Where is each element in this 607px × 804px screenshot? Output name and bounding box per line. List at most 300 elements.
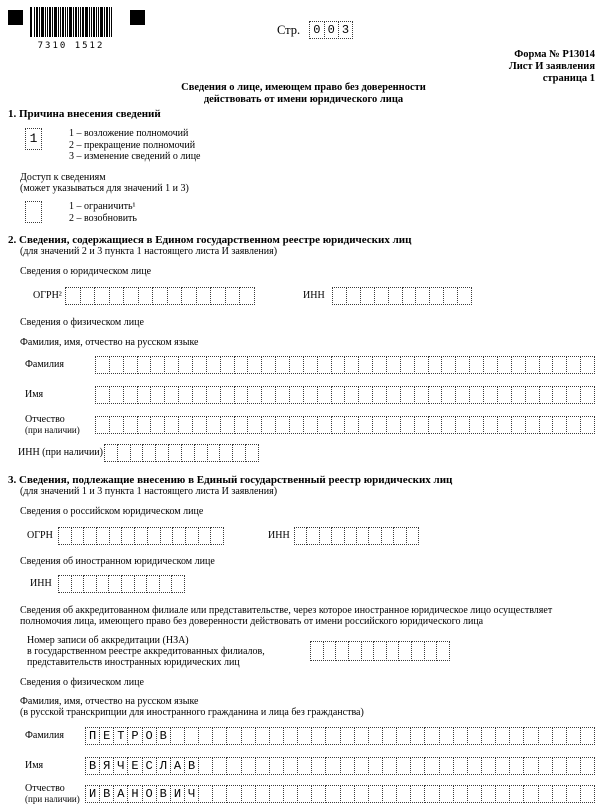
char-cell[interactable] [396,785,411,803]
char-cell[interactable] [167,287,183,305]
char-cell[interactable] [402,287,417,305]
char-cell[interactable] [212,757,227,775]
char-cell[interactable] [247,356,262,374]
char-cell[interactable] [443,287,458,305]
char-cell[interactable] [552,356,567,374]
char-cell[interactable] [160,527,174,545]
section2-ogrn-field[interactable] [65,287,255,305]
char-cell[interactable] [424,785,439,803]
char-cell[interactable]: 1 [25,128,42,150]
char-cell[interactable] [317,416,332,434]
char-cell[interactable] [138,287,154,305]
char-cell[interactable] [331,527,344,545]
char-cell[interactable] [382,727,397,745]
char-cell[interactable] [455,386,470,404]
char-cell[interactable] [414,416,429,434]
char-cell[interactable] [386,386,401,404]
char-cell[interactable]: О [142,785,157,803]
char-cell[interactable] [441,416,456,434]
char-cell[interactable] [155,444,169,462]
char-cell[interactable]: Е [99,727,114,745]
char-cell[interactable] [142,444,156,462]
char-cell[interactable] [95,356,110,374]
char-cell[interactable] [239,287,255,305]
char-cell[interactable] [212,785,227,803]
char-cell[interactable] [523,785,538,803]
char-cell[interactable] [348,641,362,661]
char-cell[interactable] [247,386,262,404]
char-cell[interactable] [137,416,152,434]
char-cell[interactable] [283,727,298,745]
char-cell[interactable] [303,386,318,404]
char-cell[interactable] [297,727,312,745]
char-cell[interactable] [150,356,165,374]
char-cell[interactable] [358,386,373,404]
char-cell[interactable] [372,356,387,374]
char-cell[interactable] [210,527,224,545]
char-cell[interactable]: Р [127,727,142,745]
char-cell[interactable] [108,575,122,593]
char-cell[interactable] [552,416,567,434]
char-cell[interactable] [130,444,144,462]
char-cell[interactable] [134,527,148,545]
char-cell[interactable] [71,575,85,593]
char-cell[interactable] [381,527,394,545]
char-cell[interactable] [137,356,152,374]
char-cell[interactable]: Ч [113,757,128,775]
char-cell[interactable] [525,356,540,374]
char-cell[interactable] [523,757,538,775]
section3-surname-field[interactable] [85,727,595,745]
char-cell[interactable] [331,356,346,374]
char-cell[interactable] [255,757,270,775]
char-cell[interactable] [361,641,375,661]
char-cell[interactable] [483,416,498,434]
char-cell[interactable] [388,287,403,305]
char-cell[interactable] [497,356,512,374]
char-cell[interactable] [539,416,554,434]
char-cell[interactable] [495,757,510,775]
char-cell[interactable] [241,757,256,775]
char-cell[interactable] [538,757,553,775]
char-cell[interactable] [400,386,415,404]
char-cell[interactable] [483,356,498,374]
char-cell[interactable] [109,356,124,374]
char-cell[interactable] [192,416,207,434]
access-checkbox[interactable] [25,201,42,223]
char-cell[interactable] [185,527,199,545]
char-cell[interactable] [171,575,185,593]
char-cell[interactable] [220,386,235,404]
char-cell[interactable] [566,727,581,745]
reason-checkbox[interactable] [25,128,42,150]
char-cell[interactable] [134,575,148,593]
char-cell[interactable] [269,785,284,803]
char-cell[interactable] [289,356,304,374]
char-cell[interactable] [164,356,179,374]
char-cell[interactable] [181,287,197,305]
char-cell[interactable] [170,727,185,745]
char-cell[interactable] [283,757,298,775]
char-cell[interactable] [104,444,118,462]
page-number-field[interactable] [309,21,353,39]
char-cell[interactable] [241,727,256,745]
char-cell[interactable] [552,386,567,404]
char-cell[interactable] [234,416,249,434]
char-cell[interactable]: И [170,785,185,803]
char-cell[interactable] [95,386,110,404]
char-cell[interactable] [428,386,443,404]
char-cell[interactable] [453,727,468,745]
section2-inn-field[interactable] [332,287,472,305]
char-cell[interactable] [374,287,389,305]
char-cell[interactable] [481,727,496,745]
char-cell[interactable] [406,527,419,545]
char-cell[interactable] [123,416,138,434]
char-cell[interactable] [164,416,179,434]
char-cell[interactable] [220,416,235,434]
char-cell[interactable] [373,641,387,661]
char-cell[interactable] [424,641,438,661]
char-cell[interactable] [428,356,443,374]
char-cell[interactable] [96,575,110,593]
char-cell[interactable] [297,757,312,775]
char-cell[interactable] [410,727,425,745]
char-cell[interactable] [234,386,249,404]
char-cell[interactable] [580,727,595,745]
char-cell[interactable] [206,386,221,404]
char-cell[interactable] [306,527,319,545]
char-cell[interactable] [137,386,152,404]
char-cell[interactable] [372,416,387,434]
char-cell[interactable] [311,757,326,775]
char-cell[interactable] [382,785,397,803]
section3-name-field[interactable] [85,757,595,775]
char-cell[interactable] [325,757,340,775]
char-cell[interactable] [65,287,81,305]
char-cell[interactable]: Я [99,757,114,775]
char-cell[interactable] [297,785,312,803]
char-cell[interactable] [469,386,484,404]
char-cell[interactable] [96,527,110,545]
char-cell[interactable] [225,287,241,305]
char-cell[interactable] [396,727,411,745]
char-cell[interactable] [358,416,373,434]
char-cell[interactable] [332,287,347,305]
char-cell[interactable] [283,785,298,803]
char-cell[interactable] [509,757,524,775]
char-cell[interactable] [340,757,355,775]
char-cell[interactable] [566,386,581,404]
section2-name-field[interactable] [95,386,595,404]
char-cell[interactable] [232,444,246,462]
char-cell[interactable] [354,757,369,775]
char-cell[interactable] [509,785,524,803]
char-cell[interactable] [453,785,468,803]
char-cell[interactable] [198,527,212,545]
char-cell[interactable] [386,641,400,661]
char-cell[interactable] [212,727,227,745]
char-cell[interactable] [511,416,526,434]
char-cell[interactable] [566,785,581,803]
char-cell[interactable] [400,416,415,434]
char-cell[interactable] [146,575,160,593]
char-cell[interactable] [344,416,359,434]
char-cell[interactable] [275,356,290,374]
char-cell[interactable] [436,641,450,661]
section3-inn-field[interactable] [294,527,419,545]
char-cell[interactable] [552,727,567,745]
char-cell[interactable] [539,386,554,404]
char-cell[interactable] [386,416,401,434]
char-cell[interactable]: Ч [184,785,199,803]
char-cell[interactable] [325,785,340,803]
section2-patronymic-field[interactable] [95,416,595,434]
char-cell[interactable] [354,785,369,803]
char-cell[interactable] [398,641,412,661]
section3-patronymic-field[interactable] [85,785,595,803]
char-cell[interactable]: В [156,785,171,803]
char-cell[interactable] [219,444,233,462]
char-cell[interactable] [245,444,259,462]
char-cell[interactable] [495,785,510,803]
char-cell[interactable] [117,444,131,462]
char-cell[interactable]: П [85,727,100,745]
char-cell[interactable] [331,416,346,434]
char-cell[interactable] [414,356,429,374]
char-cell[interactable] [467,727,482,745]
char-cell[interactable] [109,416,124,434]
char-cell[interactable] [310,641,324,661]
char-cell[interactable] [429,287,444,305]
char-cell[interactable] [386,356,401,374]
char-cell[interactable] [94,287,110,305]
char-cell[interactable] [368,757,383,775]
char-cell[interactable] [198,727,213,745]
section3-nza-field[interactable] [310,641,450,661]
char-cell[interactable] [340,785,355,803]
char-cell[interactable] [289,416,304,434]
char-cell[interactable] [428,416,443,434]
char-cell[interactable] [206,416,221,434]
char-cell[interactable] [372,386,387,404]
char-cell[interactable]: А [170,757,185,775]
char-cell[interactable] [95,416,110,434]
char-cell[interactable] [123,386,138,404]
char-cell[interactable] [206,356,221,374]
char-cell[interactable] [150,386,165,404]
char-cell[interactable] [226,757,241,775]
char-cell[interactable]: А [113,785,128,803]
char-cell[interactable] [178,416,193,434]
char-cell[interactable] [325,727,340,745]
char-cell[interactable] [400,356,415,374]
char-cell[interactable] [415,287,430,305]
char-cell[interactable] [497,416,512,434]
char-cell[interactable] [123,287,139,305]
char-cell[interactable] [317,386,332,404]
char-cell[interactable] [178,386,193,404]
char-cell[interactable]: Т [113,727,128,745]
section2-inn-person-field[interactable] [104,444,259,462]
char-cell[interactable] [356,527,369,545]
char-cell[interactable] [424,757,439,775]
char-cell[interactable] [226,785,241,803]
char-cell[interactable] [303,416,318,434]
char-cell[interactable] [226,727,241,745]
char-cell[interactable] [311,727,326,745]
char-cell[interactable] [109,386,124,404]
char-cell[interactable] [441,386,456,404]
char-cell[interactable] [121,575,135,593]
char-cell[interactable] [147,527,161,545]
char-cell[interactable] [469,356,484,374]
char-cell[interactable] [410,785,425,803]
char-cell[interactable] [382,757,397,775]
char-cell[interactable]: В [85,757,100,775]
char-cell[interactable] [511,386,526,404]
char-cell[interactable] [580,386,595,404]
char-cell[interactable] [525,416,540,434]
char-cell[interactable] [184,727,199,745]
char-cell[interactable] [344,527,357,545]
char-cell[interactable]: 0 [324,21,339,39]
char-cell[interactable] [83,575,97,593]
char-cell[interactable] [331,386,346,404]
char-cell[interactable] [410,757,425,775]
char-cell[interactable] [123,356,138,374]
char-cell[interactable] [467,785,482,803]
char-cell[interactable]: 3 [338,21,353,39]
char-cell[interactable] [303,356,318,374]
char-cell[interactable] [566,416,581,434]
char-cell[interactable] [483,386,498,404]
char-cell[interactable] [255,727,270,745]
char-cell[interactable] [441,356,456,374]
char-cell[interactable] [261,386,276,404]
char-cell[interactable] [83,527,97,545]
char-cell[interactable] [192,386,207,404]
char-cell[interactable] [396,757,411,775]
char-cell[interactable] [344,356,359,374]
char-cell[interactable] [198,785,213,803]
char-cell[interactable]: В [156,727,171,745]
char-cell[interactable] [152,287,168,305]
char-cell[interactable] [439,727,454,745]
char-cell[interactable] [164,386,179,404]
char-cell[interactable] [58,527,72,545]
char-cell[interactable] [196,287,212,305]
char-cell[interactable] [552,757,567,775]
char-cell[interactable] [269,757,284,775]
char-cell[interactable] [210,287,226,305]
char-cell[interactable] [220,356,235,374]
char-cell[interactable] [497,386,512,404]
char-cell[interactable] [368,727,383,745]
char-cell[interactable] [469,416,484,434]
char-cell[interactable] [368,785,383,803]
section2-surname-field[interactable] [95,356,595,374]
char-cell[interactable] [294,527,307,545]
char-cell[interactable] [358,356,373,374]
section3-ogrn-field[interactable] [58,527,224,545]
char-cell[interactable] [234,356,249,374]
char-cell[interactable] [181,444,195,462]
char-cell[interactable] [538,727,553,745]
char-cell[interactable] [261,416,276,434]
char-cell[interactable]: В [184,757,199,775]
char-cell[interactable] [360,287,375,305]
char-cell[interactable] [58,575,72,593]
char-cell[interactable] [580,416,595,434]
char-cell[interactable] [455,356,470,374]
section3-inn-foreign-field[interactable] [58,575,185,593]
char-cell[interactable] [509,727,524,745]
char-cell[interactable] [109,287,125,305]
char-cell[interactable] [269,727,284,745]
char-cell[interactable] [414,386,429,404]
char-cell[interactable]: С [142,757,157,775]
char-cell[interactable]: О [142,727,157,745]
char-cell[interactable] [71,527,85,545]
char-cell[interactable] [80,287,96,305]
char-cell[interactable] [538,785,553,803]
char-cell[interactable] [241,785,256,803]
char-cell[interactable] [481,757,496,775]
char-cell[interactable] [580,356,595,374]
char-cell[interactable] [159,575,173,593]
char-cell[interactable] [25,201,42,223]
char-cell[interactable] [172,527,186,545]
char-cell[interactable]: Л [156,757,171,775]
char-cell[interactable] [198,757,213,775]
char-cell[interactable] [121,527,135,545]
char-cell[interactable] [495,727,510,745]
char-cell[interactable] [289,386,304,404]
char-cell[interactable] [424,727,439,745]
char-cell[interactable] [344,386,359,404]
char-cell[interactable] [525,386,540,404]
char-cell[interactable] [552,785,567,803]
char-cell[interactable]: 0 [309,21,324,39]
char-cell[interactable] [354,727,369,745]
char-cell[interactable] [580,785,595,803]
char-cell[interactable]: И [85,785,100,803]
char-cell[interactable]: В [99,785,114,803]
char-cell[interactable] [340,727,355,745]
char-cell[interactable] [566,356,581,374]
char-cell[interactable] [455,416,470,434]
char-cell[interactable] [467,757,482,775]
char-cell[interactable]: Н [127,785,142,803]
char-cell[interactable] [150,416,165,434]
char-cell[interactable] [393,527,406,545]
char-cell[interactable] [539,356,554,374]
char-cell[interactable] [207,444,221,462]
char-cell[interactable] [481,785,496,803]
char-cell[interactable] [580,757,595,775]
char-cell[interactable] [457,287,472,305]
char-cell[interactable] [368,527,381,545]
char-cell[interactable] [168,444,182,462]
char-cell[interactable] [194,444,208,462]
char-cell[interactable] [511,356,526,374]
char-cell[interactable] [192,356,207,374]
char-cell[interactable] [439,785,454,803]
char-cell[interactable] [178,356,193,374]
char-cell[interactable] [411,641,425,661]
char-cell[interactable] [275,416,290,434]
